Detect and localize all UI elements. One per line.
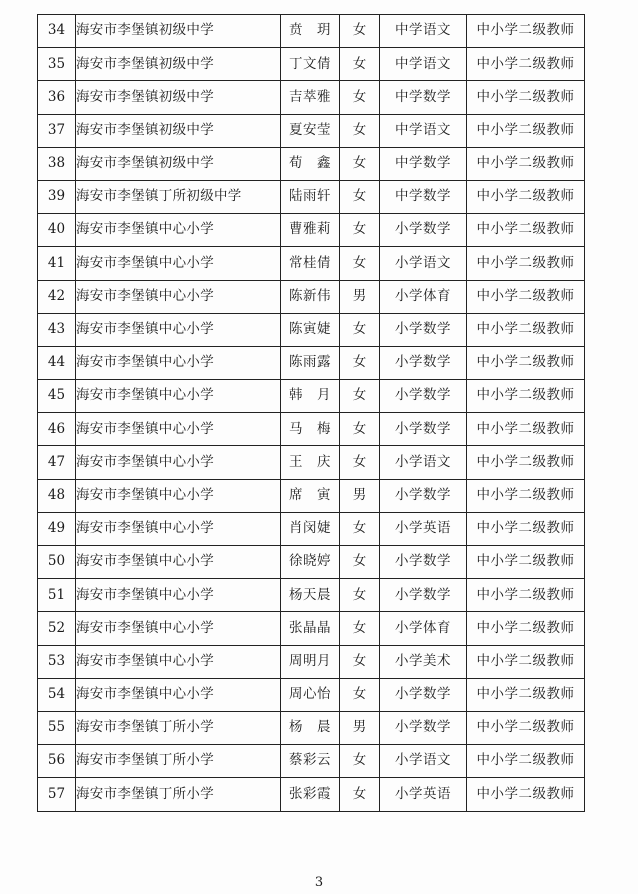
gender-cell: 女 xyxy=(340,446,380,479)
subject-cell: 中学语文 xyxy=(380,48,467,81)
gender-cell: 女 xyxy=(340,114,380,147)
school-cell: 海安市李堡镇中心小学 xyxy=(76,678,281,711)
title-cell: 中小学二级教师 xyxy=(467,778,585,811)
row-number-cell: 34 xyxy=(38,15,76,48)
gender-cell: 女 xyxy=(340,81,380,114)
name-cell: 陈寅婕 xyxy=(281,313,340,346)
gender-cell: 男 xyxy=(340,280,380,313)
row-number-cell: 55 xyxy=(38,711,76,744)
subject-cell: 小学体育 xyxy=(380,280,467,313)
row-number-cell: 56 xyxy=(38,745,76,778)
subject-cell: 小学数学 xyxy=(380,380,467,413)
school-cell: 海安市李堡镇初级中学 xyxy=(76,15,281,48)
table-row xyxy=(38,280,585,313)
subject-cell: 中学语文 xyxy=(380,114,467,147)
table-row xyxy=(38,612,585,645)
table-row xyxy=(38,15,585,48)
teacher-roster-table xyxy=(37,14,585,812)
name-cell: 杨 晨 xyxy=(281,711,340,744)
row-number-cell: 41 xyxy=(38,247,76,280)
title-cell: 中小学二级教师 xyxy=(467,313,585,346)
name-cell: 席 寅 xyxy=(281,479,340,512)
school-cell: 海安市李堡镇丁所小学 xyxy=(76,778,281,811)
table-row xyxy=(38,579,585,612)
school-cell: 海安市李堡镇初级中学 xyxy=(76,114,281,147)
gender-cell: 女 xyxy=(340,745,380,778)
row-number-cell: 48 xyxy=(38,479,76,512)
table-row xyxy=(38,180,585,213)
gender-cell: 女 xyxy=(340,346,380,379)
table-row xyxy=(38,346,585,379)
title-cell: 中小学二级教师 xyxy=(467,15,585,48)
subject-cell: 小学数学 xyxy=(380,413,467,446)
name-cell: 贲 玥 xyxy=(281,15,340,48)
gender-cell: 女 xyxy=(340,15,380,48)
name-cell: 马 梅 xyxy=(281,413,340,446)
school-cell: 海安市李堡镇中心小学 xyxy=(76,413,281,446)
name-cell: 杨天晨 xyxy=(281,579,340,612)
title-cell: 中小学二级教师 xyxy=(467,612,585,645)
subject-cell: 小学体育 xyxy=(380,612,467,645)
name-cell: 吉萃雅 xyxy=(281,81,340,114)
gender-cell: 女 xyxy=(340,413,380,446)
subject-cell: 中学数学 xyxy=(380,147,467,180)
table-row xyxy=(38,645,585,678)
school-cell: 海安市李堡镇中心小学 xyxy=(76,247,281,280)
table-row xyxy=(38,313,585,346)
table-row xyxy=(38,114,585,147)
table-row xyxy=(38,48,585,81)
gender-cell: 男 xyxy=(340,479,380,512)
row-number-cell: 38 xyxy=(38,147,76,180)
school-cell: 海安市李堡镇中心小学 xyxy=(76,214,281,247)
gender-cell: 女 xyxy=(340,678,380,711)
title-cell: 中小学二级教师 xyxy=(467,48,585,81)
title-cell: 中小学二级教师 xyxy=(467,380,585,413)
name-cell: 肖闵婕 xyxy=(281,512,340,545)
name-cell: 陆雨轩 xyxy=(281,180,340,213)
school-cell: 海安市李堡镇中心小学 xyxy=(76,280,281,313)
subject-cell: 小学美术 xyxy=(380,645,467,678)
school-cell: 海安市李堡镇中心小学 xyxy=(76,612,281,645)
name-cell: 周心怡 xyxy=(281,678,340,711)
row-number-cell: 54 xyxy=(38,678,76,711)
name-cell: 周明月 xyxy=(281,645,340,678)
title-cell: 中小学二级教师 xyxy=(467,479,585,512)
title-cell: 中小学二级教师 xyxy=(467,114,585,147)
table-row xyxy=(38,446,585,479)
row-number-cell: 37 xyxy=(38,114,76,147)
title-cell: 中小学二级教师 xyxy=(467,512,585,545)
gender-cell: 女 xyxy=(340,546,380,579)
gender-cell: 女 xyxy=(340,778,380,811)
title-cell: 中小学二级教师 xyxy=(467,711,585,744)
title-cell: 中小学二级教师 xyxy=(467,579,585,612)
subject-cell: 小学语文 xyxy=(380,745,467,778)
row-number-cell: 45 xyxy=(38,380,76,413)
school-cell: 海安市李堡镇中心小学 xyxy=(76,380,281,413)
subject-cell: 中学数学 xyxy=(380,81,467,114)
name-cell: 蔡彩云 xyxy=(281,745,340,778)
gender-cell: 女 xyxy=(340,612,380,645)
table-row xyxy=(38,413,585,446)
name-cell: 王 庆 xyxy=(281,446,340,479)
school-cell: 海安市李堡镇丁所小学 xyxy=(76,711,281,744)
row-number-cell: 42 xyxy=(38,280,76,313)
subject-cell: 小学数学 xyxy=(380,546,467,579)
title-cell: 中小学二级教师 xyxy=(467,678,585,711)
table-row xyxy=(38,778,585,811)
table-row xyxy=(38,81,585,114)
school-cell: 海安市李堡镇丁所初级中学 xyxy=(76,180,281,213)
row-number-cell: 39 xyxy=(38,180,76,213)
row-number-cell: 50 xyxy=(38,546,76,579)
title-cell: 中小学二级教师 xyxy=(467,413,585,446)
school-cell: 海安市李堡镇中心小学 xyxy=(76,645,281,678)
row-number-cell: 51 xyxy=(38,579,76,612)
gender-cell: 女 xyxy=(340,380,380,413)
row-number-cell: 49 xyxy=(38,512,76,545)
title-cell: 中小学二级教师 xyxy=(467,645,585,678)
row-number-cell: 35 xyxy=(38,48,76,81)
name-cell: 陈雨露 xyxy=(281,346,340,379)
school-cell: 海安市李堡镇初级中学 xyxy=(76,48,281,81)
table-row xyxy=(38,546,585,579)
row-number-cell: 46 xyxy=(38,413,76,446)
table-row xyxy=(38,711,585,744)
title-cell: 中小学二级教师 xyxy=(467,247,585,280)
table-row xyxy=(38,247,585,280)
name-cell: 丁文倩 xyxy=(281,48,340,81)
table-row xyxy=(38,479,585,512)
row-number-cell: 52 xyxy=(38,612,76,645)
school-cell: 海安市李堡镇中心小学 xyxy=(76,479,281,512)
row-number-cell: 57 xyxy=(38,778,76,811)
gender-cell: 女 xyxy=(340,247,380,280)
school-cell: 海安市李堡镇中心小学 xyxy=(76,512,281,545)
table-row xyxy=(38,745,585,778)
name-cell: 陈新伟 xyxy=(281,280,340,313)
title-cell: 中小学二级教师 xyxy=(467,346,585,379)
name-cell: 荀 鑫 xyxy=(281,147,340,180)
name-cell: 韩 月 xyxy=(281,380,340,413)
table-row xyxy=(38,512,585,545)
row-number-cell: 53 xyxy=(38,645,76,678)
name-cell: 曹雅莉 xyxy=(281,214,340,247)
name-cell: 张晶晶 xyxy=(281,612,340,645)
gender-cell: 男 xyxy=(340,711,380,744)
row-number-cell: 40 xyxy=(38,214,76,247)
row-number-cell: 36 xyxy=(38,81,76,114)
school-cell: 海安市李堡镇中心小学 xyxy=(76,313,281,346)
gender-cell: 女 xyxy=(340,214,380,247)
subject-cell: 小学数学 xyxy=(380,346,467,379)
title-cell: 中小学二级教师 xyxy=(467,81,585,114)
name-cell: 张彩霞 xyxy=(281,778,340,811)
gender-cell: 女 xyxy=(340,48,380,81)
title-cell: 中小学二级教师 xyxy=(467,745,585,778)
gender-cell: 女 xyxy=(340,645,380,678)
roster-body xyxy=(38,15,585,812)
gender-cell: 女 xyxy=(340,147,380,180)
gender-cell: 女 xyxy=(340,512,380,545)
row-number-cell: 43 xyxy=(38,313,76,346)
school-cell: 海安市李堡镇中心小学 xyxy=(76,579,281,612)
school-cell: 海安市李堡镇丁所小学 xyxy=(76,745,281,778)
title-cell: 中小学二级教师 xyxy=(467,546,585,579)
page-number: 3 xyxy=(314,875,324,890)
subject-cell: 小学语文 xyxy=(380,446,467,479)
table-row xyxy=(38,214,585,247)
table-row xyxy=(38,380,585,413)
school-cell: 海安市李堡镇中心小学 xyxy=(76,346,281,379)
subject-cell: 小学英语 xyxy=(380,778,467,811)
subject-cell: 小学数学 xyxy=(380,214,467,247)
title-cell: 中小学二级教师 xyxy=(467,446,585,479)
subject-cell: 中学语文 xyxy=(380,15,467,48)
name-cell: 常桂倩 xyxy=(281,247,340,280)
title-cell: 中小学二级教师 xyxy=(467,180,585,213)
school-cell: 海安市李堡镇中心小学 xyxy=(76,446,281,479)
subject-cell: 小学数学 xyxy=(380,678,467,711)
row-number-cell: 44 xyxy=(38,346,76,379)
school-cell: 海安市李堡镇中心小学 xyxy=(76,546,281,579)
subject-cell: 小学数学 xyxy=(380,313,467,346)
name-cell: 夏安莹 xyxy=(281,114,340,147)
title-cell: 中小学二级教师 xyxy=(467,280,585,313)
gender-cell: 女 xyxy=(340,313,380,346)
subject-cell: 小学数学 xyxy=(380,579,467,612)
subject-cell: 小学数学 xyxy=(380,479,467,512)
subject-cell: 中学数学 xyxy=(380,180,467,213)
name-cell: 徐晓婷 xyxy=(281,546,340,579)
title-cell: 中小学二级教师 xyxy=(467,214,585,247)
table-row xyxy=(38,147,585,180)
gender-cell: 女 xyxy=(340,579,380,612)
row-number-cell: 47 xyxy=(38,446,76,479)
subject-cell: 小学英语 xyxy=(380,512,467,545)
table-row xyxy=(38,678,585,711)
title-cell: 中小学二级教师 xyxy=(467,147,585,180)
gender-cell: 女 xyxy=(340,180,380,213)
subject-cell: 小学语文 xyxy=(380,247,467,280)
school-cell: 海安市李堡镇初级中学 xyxy=(76,147,281,180)
school-cell: 海安市李堡镇初级中学 xyxy=(76,81,281,114)
subject-cell: 小学数学 xyxy=(380,711,467,744)
